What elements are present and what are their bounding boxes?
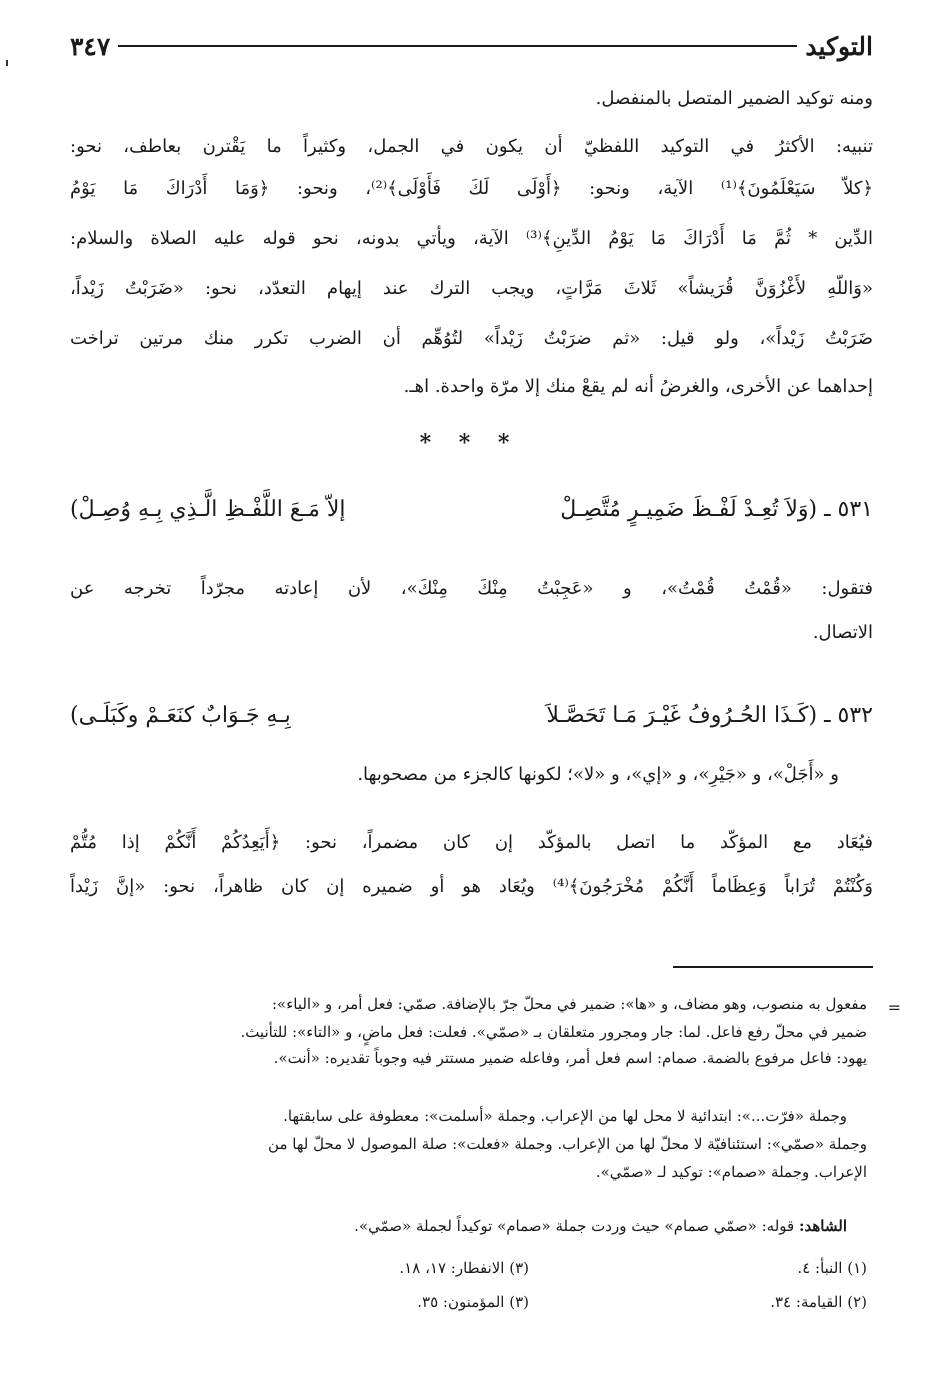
section-separator: * * * bbox=[419, 430, 520, 456]
explanation-line: فتقول: «قُمْتُ قُمْتُ»، و «عَجِبْتُ مِنْكَ مِنْكَ»، لأن إعادته مجرّداً تخرجه عن bbox=[70, 578, 873, 599]
verse-second-hemistich: إلاّ مَـعَ اللَّفْـظِ الَّـذِي بِـهِ وُصِـلْ) bbox=[70, 497, 346, 522]
witness-label: الشاهد: bbox=[798, 1217, 847, 1235]
header-rule bbox=[118, 45, 797, 47]
intro-line: ومنه توكيد الضمير المتصل بالمنفصل. bbox=[595, 88, 873, 109]
explanation-line: الاتصال. bbox=[812, 622, 873, 643]
note-line: إحداهما عن الأخرى، والغرضُ أنه لم يقعْ منك إلا مرّة واحدة. اهـ. bbox=[403, 376, 873, 397]
witness-text: قوله: «صمّي صمام» حيث وردت جملة «صمام» توكيداً لجملة «صمّي». bbox=[354, 1217, 795, 1235]
explanation-line: فيُعَاد مع المؤكّد ما اتصل بالمؤكّد إن كان مضمراً، نحو: ﴿أَيَعِدُكُمْ أَنَّكُمْ إذا مُتُّمْ bbox=[70, 832, 873, 853]
continuation-mark: = bbox=[887, 998, 901, 1017]
witness-line bbox=[354, 1214, 847, 1238]
footnote-line: وجملة «صمّي»: استئنافيّة لا محلّ لها من الإعراب. وجملة «فعلت»: صلة الموصول لا محلّ لها من bbox=[268, 1135, 867, 1153]
footnote-rule bbox=[673, 966, 873, 968]
verse-first-hemistich: ٥٣٢ ـ (كَـذَا الحُـرُوفُ غَيْـرَ مَـا تَحَصَّـلاَ bbox=[546, 703, 873, 728]
explanation-line: وَكُنْتُمْ تُرَاباً وَعِظَاماً أَنَّكُمْ مُخْرَجُونَ﴾⁽⁴⁾ ويُعَاد هو أو ضميره إن كان ظاهراً، نحو: «إنَّ زَيْداً bbox=[70, 876, 873, 897]
footnote-ref: (٣) المؤمنون: ٣٥. bbox=[417, 1293, 529, 1311]
explanation-line: و «أَجَلْ»، و «جَيْرِ»، و «إي»، و «لا»؛ لكونها كالجزء من مصحوبها. bbox=[357, 764, 839, 785]
page-header bbox=[70, 30, 873, 62]
note-line: ﴿كلاّ سَيَعْلَمُونَ﴾⁽¹⁾ الآية، ونحو: ﴿أَوْلَى لَكَ فَأَوْلَى﴾⁽²⁾، ونحو: ﴿وَمَا أَدْرَاكَ مَا يَوْمُ bbox=[70, 178, 873, 199]
footnote-ref: (٣) الانفطار: ١٧، ١٨. bbox=[399, 1259, 529, 1277]
note-line: الدِّين * ثُمَّ مَا أَدْرَاكَ مَا يَوْمُ الدِّينِ﴾⁽³⁾ الآية، ويأتي بدونه، نحو قوله عليه الصلاة والسلام: bbox=[70, 228, 873, 249]
verse-532 bbox=[70, 698, 873, 734]
verse-second-hemistich: بِـهِ جَـوَابٌ كنَعَـمْ وكَبَلَـى) bbox=[70, 703, 291, 728]
footnote-line: مفعول به منصوب، وهو مضاف، و «ها»: ضمير في محلّ جرّ بالإضافة. صمّي: فعل أمر، و «الياء»: bbox=[271, 995, 867, 1013]
page-number: ٣٤٧ bbox=[70, 31, 111, 61]
footnote-line: وجملة «فرّت...»: ابتدائية لا محل لها من الإعراب. وجملة «أسلمت»: معطوفة على سابقتها. bbox=[283, 1107, 847, 1125]
footnote-ref: (٢) القيامة: ٣٤. bbox=[770, 1293, 867, 1311]
note-line: «وَاللّهِ لأَغْزُوَنَّ قُرَيشاً» ثَلاثَ مَرَّاتٍ، ويجب الترك عند إيهام التعدّد، نحو: «ضَرَبْتُ زَيْداً، bbox=[70, 278, 873, 299]
note-line: تنبيه: الأكثرُ في التوكيد اللفظيّ أن يكون في الجمل، وكثيراً ما يَقْترن بعاطف، نحو: bbox=[70, 136, 873, 157]
footnote-line: ضمير في محلّ رفع فاعل. لما: جار ومجرور متعلقان بـ «صمّي». فعلت: فعل ماضٍ، و «التاء»: للتأنيث. bbox=[240, 1023, 867, 1041]
footnote-line: يهود: فاعل مرفوع بالضمة. صمام: اسم فعل أمر، وفاعله ضمير مستتر فيه وجوباً تقديره: «أنت». bbox=[273, 1049, 867, 1067]
chapter-title: التوكيد bbox=[805, 31, 873, 61]
note-line: ضَرَبْتُ زَيْداً»، ولو قيل: «ثم ضرَبْتُ زَيْداً» لتُوُهِّم أن الضرب تكرر منك مرتين تراخت bbox=[70, 328, 873, 349]
verse-first-hemistich: ٥٣١ ـ (وَلاَ تُعِـدْ لَفْـظَ ضَمِيـرٍ مُتَّصِـلْ bbox=[560, 497, 873, 522]
footnote-ref: (١) النبأ: ٤. bbox=[797, 1259, 867, 1277]
verse-531 bbox=[70, 492, 873, 528]
scan-edge-mark bbox=[6, 60, 8, 66]
footnote-line: الإعراب. وجملة «صمام»: توكيد لـ «صمّي». bbox=[595, 1163, 867, 1181]
